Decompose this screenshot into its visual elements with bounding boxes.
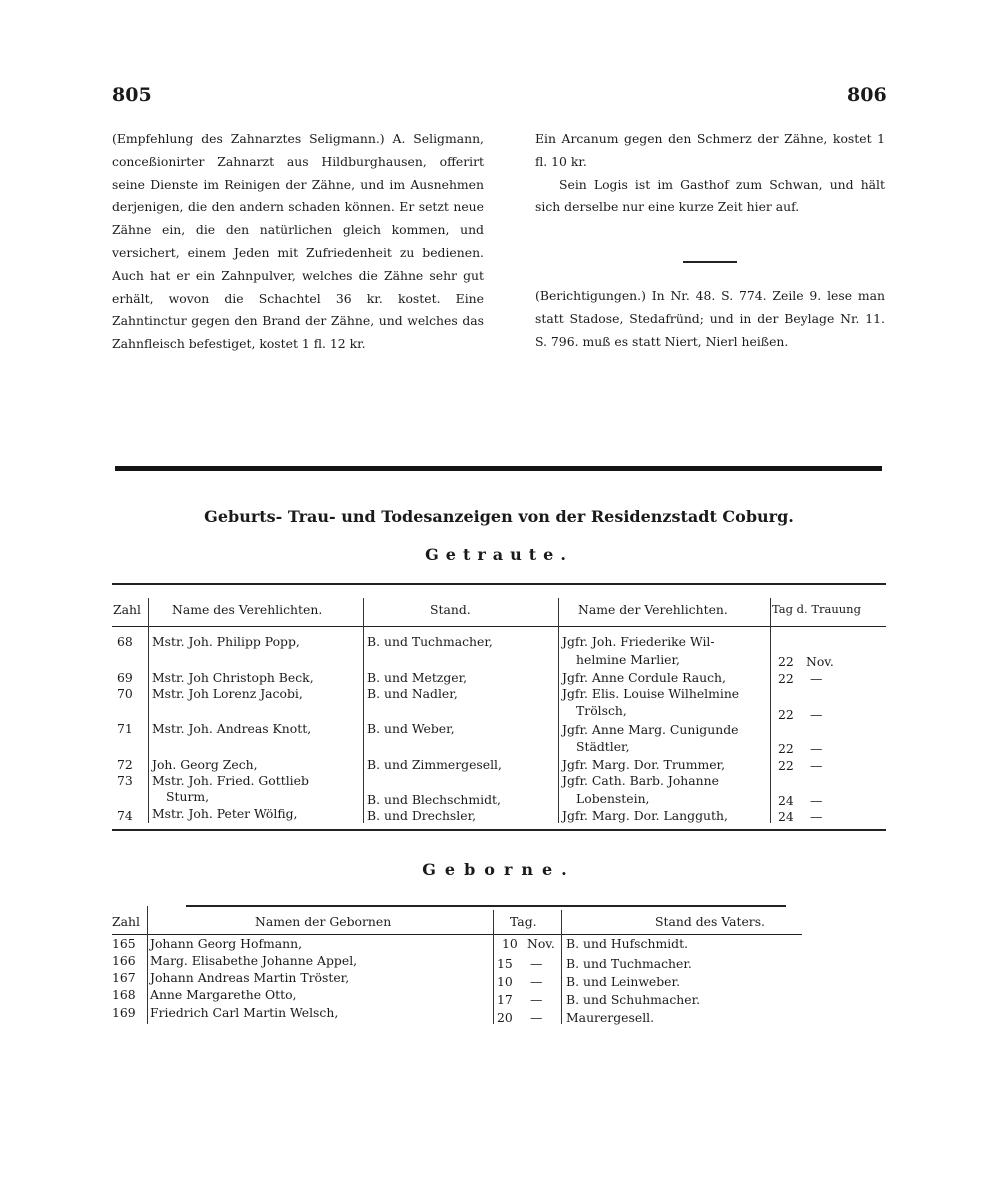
- row-bride-cont: helmine Marlier,: [576, 652, 680, 667]
- table-rule: [112, 583, 886, 585]
- row-bride-cont: Städtler,: [576, 739, 630, 754]
- row-father: B. und Schuhmacher.: [566, 992, 701, 1007]
- header-day: Tag.: [510, 914, 537, 929]
- page-number-left: 805: [112, 84, 152, 106]
- row-father: B. und Leinweber.: [566, 974, 681, 989]
- right-column: [535, 128, 885, 354]
- row-num: 169: [112, 1005, 136, 1020]
- row-month: —: [810, 671, 823, 686]
- row-day: 22: [778, 654, 794, 669]
- header-day: Tag d. Trauung: [772, 602, 861, 616]
- arcanum-paragraph: Ein Arcanum gegen den Schmerz der Zähne, kostet 1 fl. 10 kr.: [535, 131, 885, 169]
- row-bride: Jgfr. Anne Cordule Rauch,: [562, 670, 726, 685]
- row-groom: Mstr. Joh. Andreas Knott,: [152, 721, 312, 736]
- row-name: Johann Georg Hofmann,: [150, 936, 303, 951]
- row-bride: Jgfr. Marg. Dor. Langguth,: [562, 808, 728, 823]
- row-bride: Jgfr. Anne Marg. Cunigunde: [562, 722, 739, 737]
- left-column: [112, 128, 484, 356]
- header-father: Stand des Vaters.: [655, 914, 765, 929]
- row-bride-cont: Lobenstein,: [576, 791, 650, 806]
- row-month: —: [810, 809, 823, 824]
- row-stand: B. und Blechschmidt,: [367, 792, 501, 807]
- row-month: —: [530, 1010, 543, 1025]
- row-bride: Jgfr. Marg. Dor. Trummer,: [562, 757, 726, 772]
- row-day: 22: [778, 707, 794, 722]
- row-name: Johann Andreas Martin Tröster,: [150, 970, 350, 985]
- row-day: 10: [502, 936, 518, 951]
- row-month: —: [810, 793, 823, 808]
- row-day: 22: [778, 671, 794, 686]
- row-groom: Mstr. Joh Lorenz Jacobi,: [152, 686, 303, 701]
- row-num: 72: [117, 757, 133, 772]
- row-groom: Joh. Georg Zech,: [152, 757, 258, 772]
- row-day: 24: [778, 793, 794, 808]
- row-stand: B. und Tuchmacher,: [367, 634, 493, 649]
- row-stand: B. und Metzger,: [367, 670, 468, 685]
- row-name: Anne Margarethe Otto,: [150, 987, 297, 1002]
- row-day: 17: [497, 992, 513, 1007]
- header-groom: Name des Verehlichten.: [172, 602, 323, 617]
- row-num: 69: [117, 670, 133, 685]
- row-groom: Mstr. Joh. Fried. Gottlieb: [152, 773, 309, 788]
- row-month: Nov.: [527, 936, 555, 951]
- row-stand: B. und Zimmergesell,: [367, 757, 502, 772]
- row-name: Friedrich Carl Martin Welsch,: [150, 1005, 339, 1020]
- row-num: 73: [117, 773, 133, 788]
- row-bride: Jgfr. Joh. Friederike Wil-: [562, 634, 715, 649]
- row-day: 24: [778, 809, 794, 824]
- row-bride: Jgfr. Elis. Louise Wilhelmine: [562, 686, 740, 701]
- row-stand: B. und Nadler,: [367, 686, 458, 701]
- row-month: —: [810, 758, 823, 773]
- row-stand: B. und Drechsler,: [367, 808, 477, 823]
- row-groom: Mstr. Joh. Peter Wölfig,: [152, 806, 298, 821]
- row-bride-cont: Trölsch,: [576, 703, 627, 718]
- row-num: 68: [117, 634, 133, 649]
- row-bride: Jgfr. Cath. Barb. Johanne: [562, 773, 719, 788]
- row-num: 166: [112, 953, 136, 968]
- page-number-right: 806: [847, 84, 887, 106]
- row-groom: Mstr. Joh. Philipp Popp,: [152, 634, 300, 649]
- header-bride: Name der Verehlichten.: [578, 602, 728, 617]
- row-num: 71: [117, 721, 133, 736]
- row-month: Nov.: [806, 654, 834, 669]
- row-day: 22: [778, 741, 794, 756]
- row-month: —: [530, 956, 543, 971]
- row-month: —: [530, 974, 543, 989]
- main-heading: Geburts- Trau- und Todesanzeigen von der Residenzstadt Coburg.: [204, 507, 794, 526]
- row-day: 15: [497, 956, 513, 971]
- row-num: 74: [117, 808, 133, 823]
- row-num: 168: [112, 987, 136, 1002]
- header-num: Zahl: [112, 914, 140, 929]
- header-stand: Stand.: [430, 602, 471, 617]
- row-month: —: [810, 707, 823, 722]
- header-name: Namen der Gebornen: [255, 914, 392, 929]
- row-num: 70: [117, 686, 133, 701]
- table-rule: [112, 829, 886, 831]
- header-num: Zahl: [113, 602, 141, 617]
- row-num: 167: [112, 970, 136, 985]
- row-father: B. und Tuchmacher.: [566, 956, 692, 971]
- row-father: B. und Hufschmidt.: [566, 936, 689, 951]
- dentist-advertisement: (Empfehlung des Zahnarztes Seligmann.) A. Seligmann, conceßionirter Zahnarzt aus Hildburghausen, offerirt seine Dienste im Reinigen der Zähne, und im Ausnehmen derjenigen, die den andern schaden können. Er setzt neue Zähne ein, die den natürlichen gleich kommen, und versichert, einem Jeden mit Zufriedenheit zu bedienen. Auch hat er ein Zahnpulver, welches die Zähne sehr gut erhält, wovon die Schachtel 36 kr. kostet. Eine Zahntinctur gegen den Brand der Zähne, und welches das Zahnfleisch befestiget, kostet 1 fl. 12 kr.: [112, 131, 484, 352]
- row-day: 20: [497, 1010, 513, 1025]
- table-rule: [112, 934, 802, 935]
- row-father: Maurergesell.: [566, 1010, 655, 1025]
- row-month: —: [530, 992, 543, 1007]
- geborne-heading: Geborne.: [422, 860, 576, 879]
- row-month: —: [810, 741, 823, 756]
- logis-paragraph: Sein Logis ist im Gasthof zum Schwan, und hält sich derselbe nur eine kurze Zeit hier auf.: [535, 176, 885, 215]
- row-stand: B. und Weber,: [367, 721, 455, 736]
- row-name: Marg. Elisabethe Johanne Appel,: [150, 953, 358, 968]
- row-groom-cont: Sturm,: [166, 789, 210, 804]
- row-day: 22: [778, 758, 794, 773]
- row-num: 165: [112, 936, 136, 951]
- section-divider: [115, 466, 882, 471]
- row-day: 10: [497, 974, 513, 989]
- getraute-heading: Getraute.: [425, 545, 573, 564]
- row-groom: Mstr. Joh Christoph Beck,: [152, 670, 314, 685]
- corrections-paragraph: (Berichtigungen.) In Nr. 48. S. 774. Zeile 9. lese man statt Stadose, Stedafründ; und in der Beylage Nr. 11. S. 796. muß es statt Niert, Nierl heißen.: [535, 288, 885, 349]
- table-rule: [186, 905, 786, 907]
